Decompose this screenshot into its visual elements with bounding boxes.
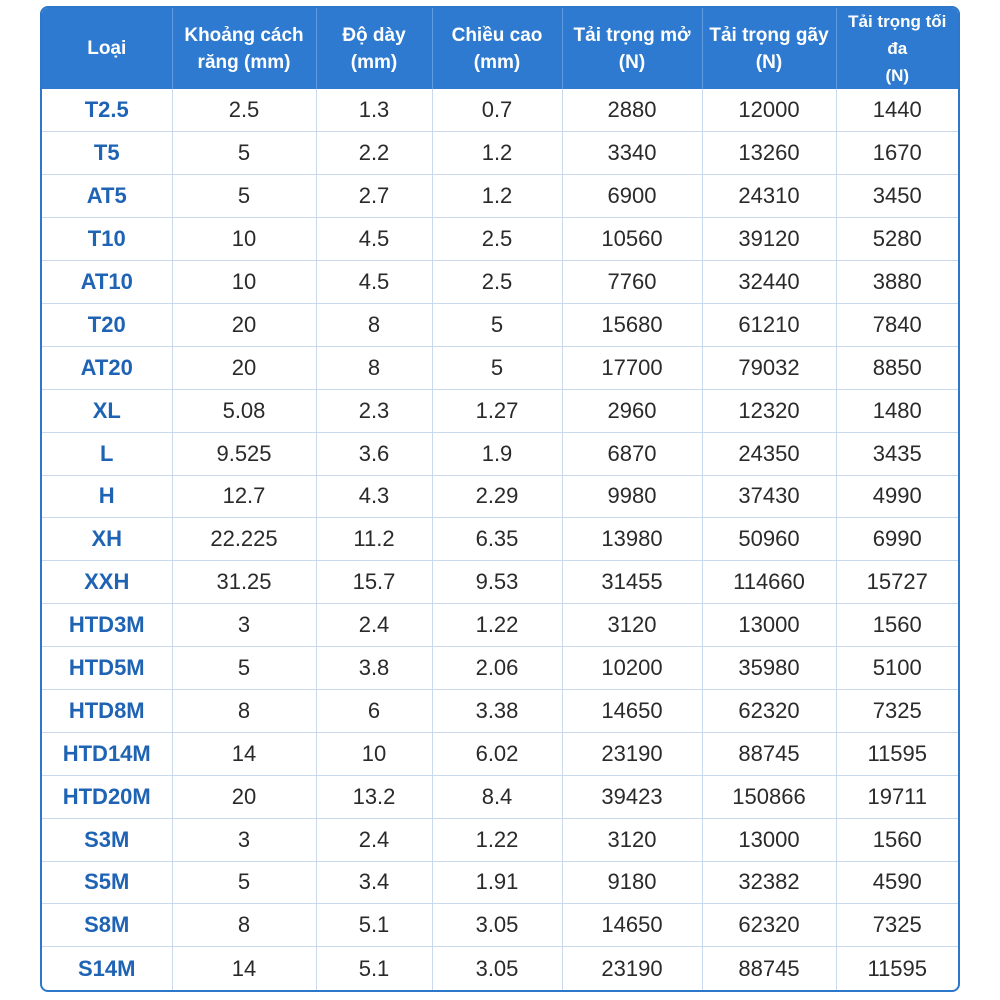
cell-max-load: 3450: [836, 175, 958, 218]
table-row: [42, 132, 958, 175]
header-thickness: Độ dày (mm): [316, 8, 432, 89]
cell-thickness: 11.2: [316, 518, 432, 561]
table-row: [42, 346, 958, 389]
table-row: [42, 518, 958, 561]
cell-break-load: 62320: [702, 689, 836, 732]
cell-break-load: 79032: [702, 346, 836, 389]
cell-max-load: 5100: [836, 647, 958, 690]
cell-thickness: 2.2: [316, 132, 432, 175]
table-row: [42, 732, 958, 775]
cell-pitch: 3: [172, 604, 316, 647]
table-row: [42, 261, 958, 304]
cell-thickness: 5.1: [316, 904, 432, 947]
cell-max-load: 1560: [836, 604, 958, 647]
cell-thickness: 4.3: [316, 475, 432, 518]
table-row: [42, 947, 958, 990]
cell-height: 8.4: [432, 775, 562, 818]
cell-pitch: 5: [172, 861, 316, 904]
cell-open-load: 10560: [562, 218, 702, 261]
cell-height: 6.35: [432, 518, 562, 561]
cell-open-load: 2880: [562, 89, 702, 132]
cell-break-load: 114660: [702, 561, 836, 604]
cell-max-load: 7840: [836, 303, 958, 346]
cell-break-load: 150866: [702, 775, 836, 818]
header-open-load: Tải trọng mở (N): [562, 8, 702, 89]
cell-pitch: 8: [172, 689, 316, 732]
table-row: [42, 904, 958, 947]
cell-height: 1.9: [432, 432, 562, 475]
belt-spec-table: [42, 8, 958, 990]
cell-pitch: 20: [172, 775, 316, 818]
cell-pitch: 10: [172, 261, 316, 304]
cell-thickness: 3.8: [316, 647, 432, 690]
table-row: [42, 389, 958, 432]
cell-thickness: 10: [316, 732, 432, 775]
table-row: [42, 689, 958, 732]
cell-max-load: 1560: [836, 818, 958, 861]
cell-type: AT20: [42, 346, 172, 389]
header-type: Loại: [42, 8, 172, 89]
table-row: [42, 432, 958, 475]
cell-open-load: 9180: [562, 861, 702, 904]
cell-pitch: 20: [172, 303, 316, 346]
cell-height: 5: [432, 303, 562, 346]
cell-height: 6.02: [432, 732, 562, 775]
header-max-load: Tải trọng tối đa (N): [836, 8, 958, 89]
cell-height: 2.5: [432, 218, 562, 261]
cell-open-load: 39423: [562, 775, 702, 818]
cell-open-load: 6870: [562, 432, 702, 475]
table-row: [42, 604, 958, 647]
cell-open-load: 14650: [562, 689, 702, 732]
cell-open-load: 10200: [562, 647, 702, 690]
cell-type: AT10: [42, 261, 172, 304]
cell-type: HTD5M: [42, 647, 172, 690]
table-row: [42, 475, 958, 518]
table-row: [42, 561, 958, 604]
cell-thickness: 5.1: [316, 947, 432, 990]
cell-max-load: 7325: [836, 689, 958, 732]
cell-max-load: 1670: [836, 132, 958, 175]
cell-open-load: 3340: [562, 132, 702, 175]
cell-pitch: 14: [172, 732, 316, 775]
cell-height: 1.22: [432, 818, 562, 861]
cell-pitch: 5: [172, 647, 316, 690]
cell-type: S3M: [42, 818, 172, 861]
cell-thickness: 2.4: [316, 818, 432, 861]
cell-thickness: 8: [316, 346, 432, 389]
cell-type: HTD14M: [42, 732, 172, 775]
table-row: [42, 647, 958, 690]
cell-thickness: 2.4: [316, 604, 432, 647]
cell-max-load: 11595: [867, 955, 928, 981]
cell-pitch: 12.7: [172, 475, 316, 518]
cell-type: XXH: [42, 561, 172, 604]
cell-break-load: 32382: [702, 861, 836, 904]
cell-height: 1.91: [432, 861, 562, 904]
cell-open-load: 17700: [562, 346, 702, 389]
cell-max-load: 4990: [836, 475, 958, 518]
cell-break-load: 13260: [702, 132, 836, 175]
cell-pitch: 14: [172, 947, 316, 990]
cell-open-load: 14650: [562, 904, 702, 947]
cell-break-load: 88745: [702, 947, 836, 990]
cell-max-load: 3880: [836, 261, 958, 304]
cell-break-load: 12000: [702, 89, 836, 132]
cell-max-load: 11595: [836, 732, 958, 775]
cell-height: 1.27: [432, 389, 562, 432]
cell-break-load: 13000: [702, 604, 836, 647]
cell-height: 3.38: [432, 689, 562, 732]
cell-thickness: 6: [316, 689, 432, 732]
cell-thickness: 4.5: [316, 261, 432, 304]
cell-height: 2.5: [432, 261, 562, 304]
cell-height: 9.53: [432, 561, 562, 604]
cell-height: 5: [432, 346, 562, 389]
cell-break-load: 88745: [702, 732, 836, 775]
cell-type: XH: [42, 518, 172, 561]
cell-max-load: 1480: [836, 389, 958, 432]
cell-type: L: [42, 432, 172, 475]
cell-pitch: 5: [172, 132, 316, 175]
cell-max-load: 6990: [836, 518, 958, 561]
cell-open-load: 31455: [562, 561, 702, 604]
cell-type: T10: [42, 218, 172, 261]
table-row: [42, 89, 958, 132]
cell-pitch: 22.225: [172, 518, 316, 561]
table-row: [42, 218, 958, 261]
cell-pitch: 10: [172, 218, 316, 261]
table-header: [42, 8, 958, 89]
table-body: [42, 89, 958, 990]
cell-type: T2.5: [42, 89, 172, 132]
cell-height: 2.29: [432, 475, 562, 518]
table-row: [42, 861, 958, 904]
table-row: [42, 175, 958, 218]
cell-thickness: 13.2: [316, 775, 432, 818]
cell-thickness: 3.4: [316, 861, 432, 904]
header-row: [42, 8, 958, 89]
cell-height: 0.7: [432, 89, 562, 132]
cell-height: 2.06: [432, 647, 562, 690]
cell-open-load: 3120: [562, 604, 702, 647]
cell-break-load: 12320: [702, 389, 836, 432]
cell-open-load: 9980: [562, 475, 702, 518]
cell-max-load: 15727: [836, 561, 958, 604]
cell-break-load: 24310: [702, 175, 836, 218]
cell-break-load: 39120: [702, 218, 836, 261]
cell-type: S5M: [42, 861, 172, 904]
cell-break-load: 13000: [702, 818, 836, 861]
header-break-load: Tải trọng gãy (N): [702, 8, 836, 89]
cell-max-load: 19711: [836, 775, 958, 818]
cell-max-load: 3435: [836, 432, 958, 475]
cell-break-load: 37430: [702, 475, 836, 518]
table-row: [42, 775, 958, 818]
cell-open-load: 3120: [562, 818, 702, 861]
cell-pitch: 20: [172, 346, 316, 389]
cell-thickness: 2.3: [316, 389, 432, 432]
cell-type: HTD8M: [42, 689, 172, 732]
cell-type: S14M: [42, 947, 172, 990]
cell-type: HTD20M: [42, 775, 172, 818]
cell-break-load: 50960: [702, 518, 836, 561]
table-row: [42, 818, 958, 861]
cell-pitch: 5: [172, 175, 316, 218]
cell-type: HTD3M: [42, 604, 172, 647]
cell-type: H: [42, 475, 172, 518]
cell-open-load: 13980: [562, 518, 702, 561]
cell-pitch: 9.525: [172, 432, 316, 475]
cell-thickness: 1.3: [316, 89, 432, 132]
cell-thickness: 2.7: [316, 175, 432, 218]
cell-thickness: 8: [316, 303, 432, 346]
cell-height: 1.22: [432, 604, 562, 647]
cell-height: 1.2: [432, 175, 562, 218]
table-row: [42, 303, 958, 346]
header-pitch: Khoảng cách răng (mm): [172, 8, 316, 89]
cell-open-load: 23190: [562, 947, 702, 990]
cell-pitch: 31.25: [172, 561, 316, 604]
cell-height: 1.2: [432, 132, 562, 175]
spec-table-container: [40, 6, 960, 992]
cell-open-load: 2960: [562, 389, 702, 432]
cell-height: 3.05: [432, 947, 562, 990]
cell-break-load: 32440: [702, 261, 836, 304]
header-height: Chiều cao (mm): [432, 8, 562, 89]
cell-open-load: 23190: [562, 732, 702, 775]
cell-max-load: 5280: [836, 218, 958, 261]
cell-thickness: 15.7: [316, 561, 432, 604]
cell-pitch: 5.08: [172, 389, 316, 432]
cell-break-load: 24350: [702, 432, 836, 475]
cell-type: T5: [42, 132, 172, 175]
cell-thickness: 3.6: [316, 432, 432, 475]
cell-type: AT5: [42, 175, 172, 218]
cell-open-load: 15680: [562, 303, 702, 346]
cell-max-load: 7325: [836, 904, 958, 947]
cell-open-load: 6900: [562, 175, 702, 218]
cell-height: 3.05: [432, 904, 562, 947]
cell-break-load: 35980: [702, 647, 836, 690]
cell-pitch: 3: [172, 818, 316, 861]
cell-type: S8M: [42, 904, 172, 947]
cell-pitch: 2.5: [172, 89, 316, 132]
cell-break-load: 62320: [702, 904, 836, 947]
cell-max-load: 4590: [836, 861, 958, 904]
cell-max-load: 1440: [836, 89, 958, 132]
cell-type: T20: [42, 303, 172, 346]
cell-break-load: 61210: [702, 303, 836, 346]
cell-pitch: 8: [172, 904, 316, 947]
cell-open-load: 7760: [562, 261, 702, 304]
cell-max-load: 8850: [836, 346, 958, 389]
cell-thickness: 4.5: [316, 218, 432, 261]
cell-type: XL: [42, 389, 172, 432]
